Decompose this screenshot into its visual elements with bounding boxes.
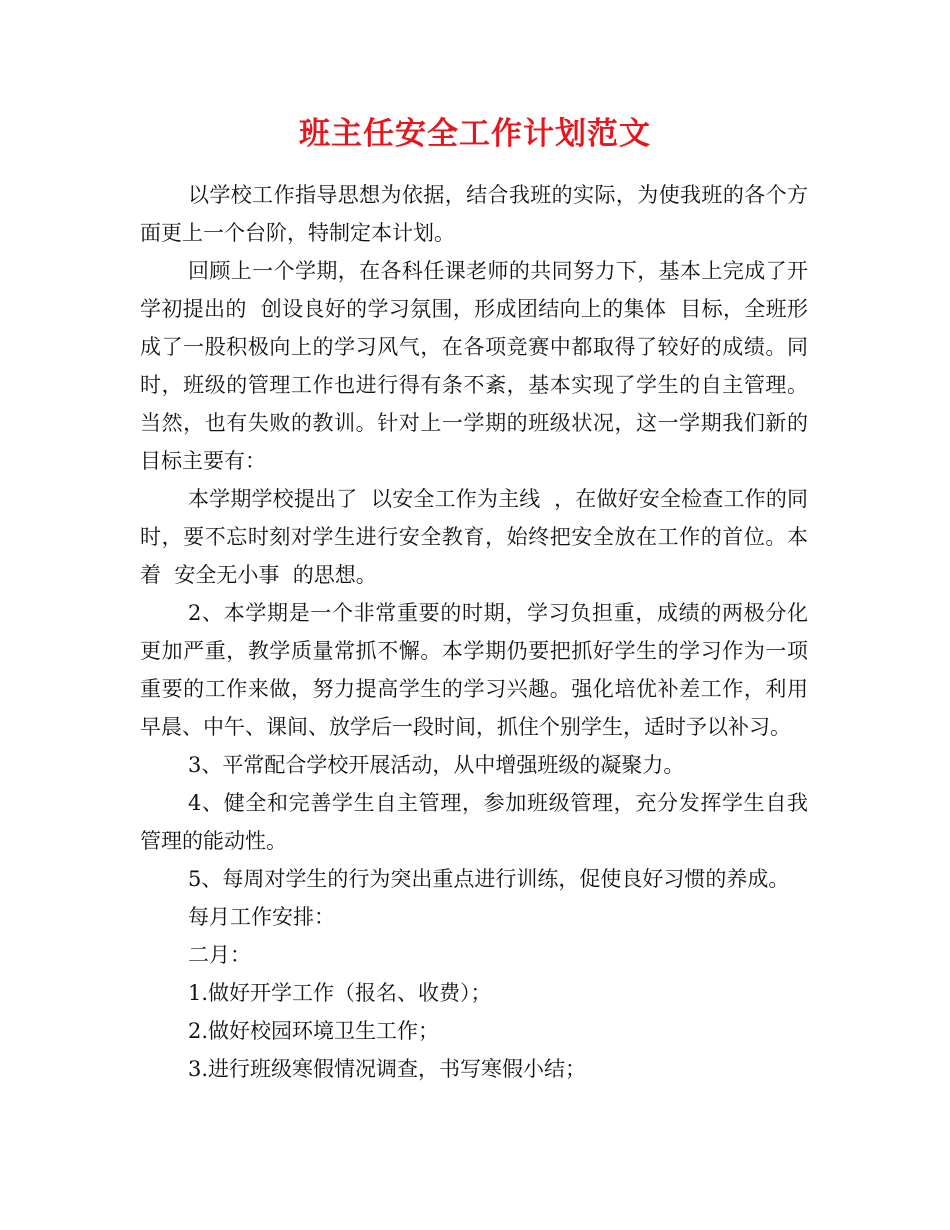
paragraph-item-3: 3、平常配合学校开展活动，从中增强班级的凝聚力。 [188,753,685,777]
paragraph-review: 回顾上一个学期，在各科任课老师的共同努力下，基本上完成了开学初提出的 创设良好的学习氛围，形成团结向上的集体 目标，全班形成了一股积极向上的学习风气，在各项竞赛中都取得了较好的成绩。同时，班级的管理工作也进行得有条不紊，基本实现了学生的自主管理。当然，也有失败的教训。针对上一学期的班级状况，这一学期我们新的目标主要有： [140,259,808,473]
paragraph-task-3: 3.进行班级寒假情况调查，书写寒假小结； [188,1057,587,1081]
document-title: 班主任安全工作计划范文 [299,116,651,152]
document-body [140,176,808,1088]
paragraph-month-february: 二月： [188,943,251,967]
paragraph-task-1: 1.做好开学工作（报名、收费）； [188,981,492,1005]
paragraph-item-5: 5、每周对学生的行为突出重点进行训练，促使良好习惯的养成。 [188,867,790,891]
paragraph-item-4: 4、健全和完善学生自主管理，参加班级管理，充分发挥学生自我管理的能动性。 [140,791,808,853]
paragraph-intro: 以学校工作指导思想为依据，结合我班的实际，为使我班的各个方面更上一个台阶，特制定本计划。 [140,183,808,245]
paragraph-item-2: 2、本学期是一个非常重要的时期，学习负担重，成绩的两极分化更加严重，教学质量常抓不懈。本学期仍要把抓好学生的学习作为一项重要的工作来做，努力提高学生的学习兴趣。强化培优补差工作，利用早晨、中午、课间、放学后一段时间，抓住个别学生，适时予以补习。 [140,601,808,739]
paragraph-task-2: 2.做好校园环境卫生工作； [188,1019,440,1043]
paragraph-monthly-heading: 每月工作安排： [188,905,335,929]
paragraph-safety: 本学期学校提出了 以安全工作为主线 ，在做好安全检查工作的同时，要不忘时刻对学生进行安全教育，始终把安全放在工作的首位。本着 安全无小事 的思想。 [140,487,808,587]
